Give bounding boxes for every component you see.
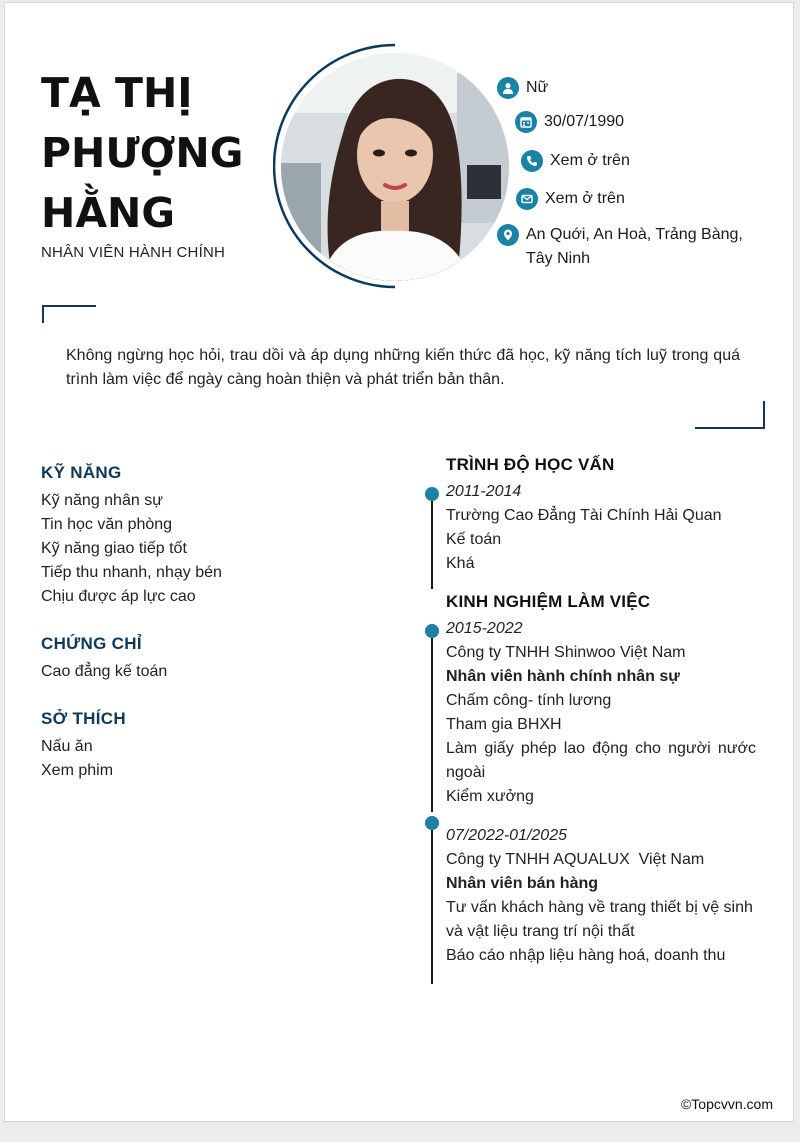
education-school: Trường Cao Đẳng Tài Chính Hải Quan [446,507,722,524]
certificates-section [41,632,371,684]
hobby-item: Nấu ăn [41,738,93,755]
contact-birthday [515,110,624,134]
name-line-2: PHƯỢNG [41,129,244,177]
job-company: Công ty TNHH AQUALUX Việt Nam [446,851,705,868]
skill-item: Kỹ năng giao tiếp tốt [41,540,187,557]
hobbies-section [41,707,371,783]
name-line-1: TẠ THỊ [41,69,193,117]
skill-item: Kỹ năng nhân sự [41,492,163,509]
job-task: Tham gia BHXH [446,716,562,733]
phone-icon [521,150,543,172]
full-name [41,63,281,243]
objective-corner-top-left [42,305,96,323]
experience-timeline-dot-1 [425,624,439,638]
job-task: Làm giấy phép lao động cho người nước ngoài [446,740,756,781]
birthday-value: 30/07/1990 [544,113,625,130]
phone-value[interactable]: Xem ở trên [550,152,630,169]
location-icon [497,224,519,246]
user-icon [497,77,519,99]
job-role: Nhân viên hành chính nhân sự [446,668,680,685]
contact-phone [521,149,630,173]
job-task: Báo cáo nhập liệu hàng hoá, doanh thu [446,947,726,964]
resume-page [4,2,794,1122]
objective-corner-bottom-right [695,401,765,429]
contact-address [497,223,767,271]
education-timeline-line [431,495,433,589]
education-entry [446,480,756,576]
education-major: Kế toán [446,531,502,548]
name-line-3: HẰNG [41,189,176,237]
job-period: 2015-2022 [446,620,523,637]
education-timeline-dot [425,487,439,501]
certificates-title: CHỨNG CHỈ [41,634,142,653]
gender-value: Nữ [526,79,549,96]
education-title: TRÌNH ĐỘ HỌC VẤN [446,455,615,474]
skill-item: Tiếp thu nhanh, nhạy bén [41,564,222,581]
job-role: Nhân viên bán hàng [446,875,599,892]
career-objective: Không ngừng học hỏi, trau dồi và áp dụng những kiến thức đã học, kỹ năng tích luỹ trong quá trình làm việc để ngày càng hoàn thiện và phát triển bản thân. [66,347,740,388]
experience-entry-1 [446,617,756,809]
experience-timeline-dot-2 [425,816,439,830]
skills-title: KỸ NĂNG [41,463,122,482]
education-grade: Khá [446,555,475,572]
hobbies-title: SỞ THÍCH [41,709,126,728]
skill-item: Tin học văn phòng [41,516,173,533]
portrait-photo [281,53,509,281]
address-value: An Quới, An Hoà, Trảng Bàng, Tây Ninh [526,226,743,267]
job-title: NHÂN VIÊN HÀNH CHÍNH [41,244,226,261]
portrait-illustration [281,53,509,281]
job-task: Chấm công- tính lương [446,692,612,709]
job-company: Công ty TNHH Shinwoo Việt Nam [446,644,686,661]
experience-timeline-line-1 [431,632,433,812]
certificate-item: Cao đẳng kế toán [41,663,168,680]
email-value[interactable]: Xem ở trên [545,190,625,207]
skill-item: Chịu được áp lực cao [41,588,196,605]
experience-timeline-line-2 [431,824,433,984]
skills-section [41,461,371,609]
footer-copyright[interactable]: ©Topcvvn.com [680,1096,773,1112]
calendar-icon [515,111,537,133]
experience-entry-2 [446,824,756,968]
email-icon [516,188,538,210]
job-period: 07/2022-01/2025 [446,827,567,844]
job-task: Kiểm xưởng [446,788,534,805]
contact-gender [497,76,548,100]
hobby-item: Xem phim [41,762,114,779]
education-period: 2011-2014 [446,483,522,500]
job-task: Tư vấn khách hàng về trang thiết bị vệ sinh và vật liệu trang trí nội thất [446,899,753,940]
contact-email [516,187,625,211]
experience-title: KINH NGHIỆM LÀM VIỆC [446,592,651,611]
